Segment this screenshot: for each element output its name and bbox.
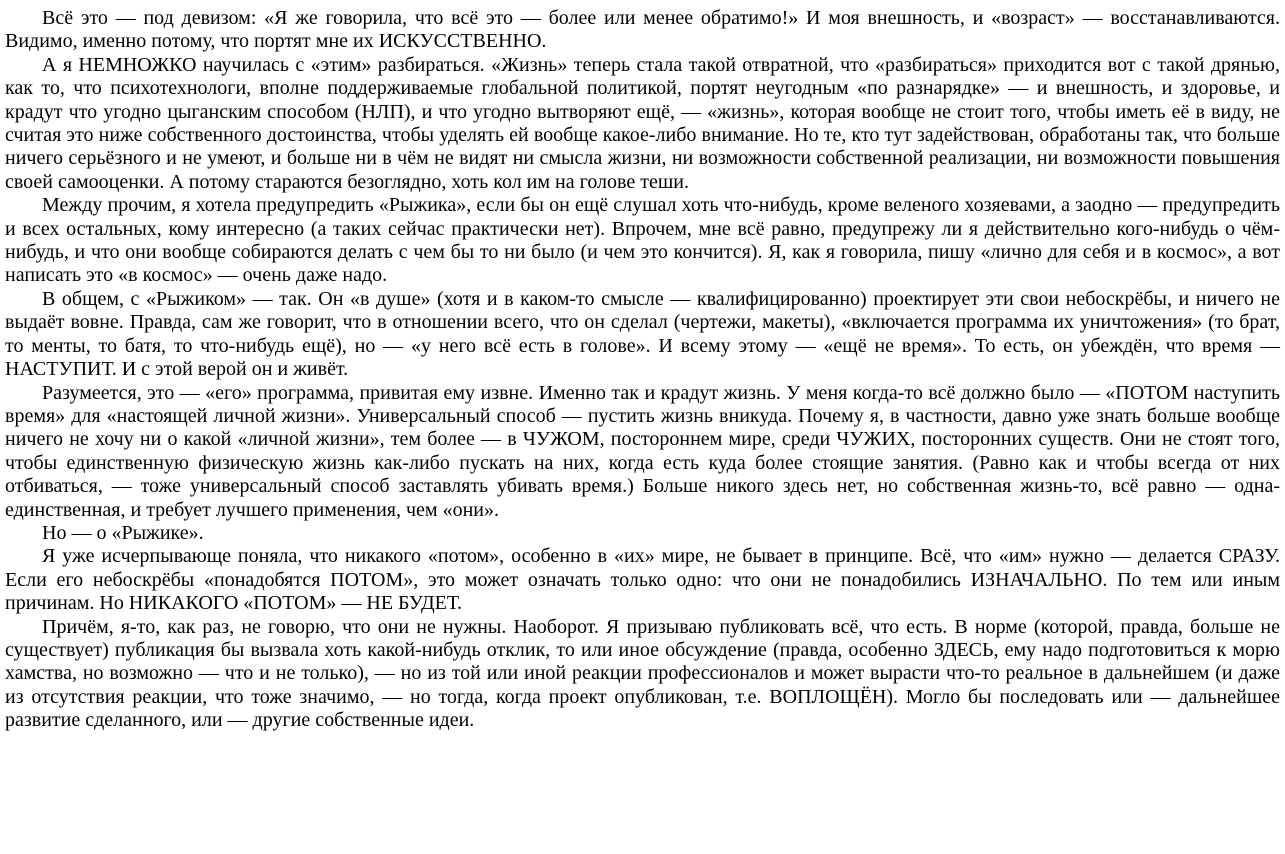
paragraph: А я НЕМНОЖКО научилась с «этим» разбираться. «Жизнь» теперь стала такой отвратной, что «разбираться» приходится вот с такой дрянью, как то, что психотехнологи, вполне поддерживаемые глобальной политикой, портят неугодным «по разнарядке» — и внешность, и здоровье, и крадут что угодно цыганским способом (НЛП), и что угодно вытворяют ещё, — «жизнь», которая вообще не стоит того, чтобы иметь её в виду, не считая это ниже собственного достоинства, чтобы уделять ей вообще какое-либо внимание. Но те, кто тут задействован, обработаны так, что больше ничего серьёзного и не умеют, и больше ни в чём не видят ни смысла жизни, ни возможности собственной реализации, ни возможности повышения своей самооценки. А потому стараются безоглядно, хоть кол им на голове теши. (5, 53, 1280, 193)
paragraph: Разумеется, это — «его» программа, привитая ему извне. Именно так и крадут жизнь. У меня когда-то всё должно было — «ПОТОМ наступить время» для «настоящей личной жизни». Универсальный способ — пустить жизнь вникуда. Почему я, в частности, давно уже знать больше вообще ничего не хочу ни о какой «личной жизни», тем более — в ЧУЖОМ, постороннем мире, среди ЧУЖИХ, посторонних существ. Они не стоят того, чтобы единственную физическую жизнь как-либо пускать на них, когда есть куда более стоящие занятия. (Равно как и чтобы всегда от них отбиваться, — тоже универсальный способ заставлять убивать время.) Больше никого здесь нет, но собственная жизнь-то, всё равно — одна-единственная, и требует лучшего применения, чем «они». (5, 381, 1280, 521)
paragraph: Я уже исчерпывающе поняла, что никакого «потом», особенно в «их» мире, не бывает в принципе. Всё, что «им» нужно — делается СРАЗУ. Если его небоскрёбы «понадобятся ПОТОМ», это может означать только одно: что они не понадобились ИЗНАЧАЛЬНО. По тем или иным причинам. Но НИКАКОГО «ПОТОМ» — НЕ БУДЕТ. (5, 545, 1280, 615)
paragraph: Причём, я-то, как раз, не говорю, что они не нужны. Наоборот. Я призываю публиковать всё, что есть. В норме (которой, правда, больше не существует) публикация бы вызвала хоть какой-нибудь отклик, то или иное обсуждение (правда, особенно ЗДЕСЬ, ему надо подготовиться к морю хамства, но возможно — что и не только), — но из той или иной реакции профессионалов и может вырасти что-то реальное в дальнейшем (и даже из отсутствия реакции, что тоже значимо, — но тогда, когда проект опубликован, т.е. ВОПЛОЩЁН). Могло бы последовать или — дальнейшее развитие сделанного, или — другие собственные идеи. (5, 615, 1280, 732)
paragraph: Но — о «Рыжике». (42, 521, 204, 544)
paragraph: Между прочим, я хотела предупредить «Рыжика», если бы он ещё слушал хоть что-нибудь, кроме веленого хозяевами, а заодно — предупредить и всех остальных, кому интересно (а таких сейчас практически нет). Впрочем, мне всё равно, предупрежу ли я действительно кого-нибудь о чём-нибудь, и что они вообще собираются делать с чем бы то ни было (и чем это кончится). Я, как я говорила, пишу «лично для себя и в космос», а вот написать это «в космос» — очень даже надо. (5, 194, 1280, 287)
paragraph: В общем, с «Рыжиком» — так. Он «в душе» (хотя и в каком-то смысле — квалифицированно) проектирует эти свои небоскрёбы, и ничего не выдаёт вовне. Правда, сам же говорит, что в отношении всего, что он сделал (чертежи, макеты), «включается программа их уничтожения» (то брат, то менты, то батя, то что-нибудь ещё), но — «у него всё есть в голове». И всему этому — «ещё не время». То есть, он убеждён, что время — НАСТУПИТ. И с этой верой он и живёт. (5, 287, 1280, 381)
paragraph: Всё это — под девизом: «Я же говорила, что всё это — более или менее обратимо!» И моя внешность, и «возраст» — восстанавливаются. Видимо, именно потому, что портят мне их ИСКУССТВЕННО. (5, 7, 1280, 53)
